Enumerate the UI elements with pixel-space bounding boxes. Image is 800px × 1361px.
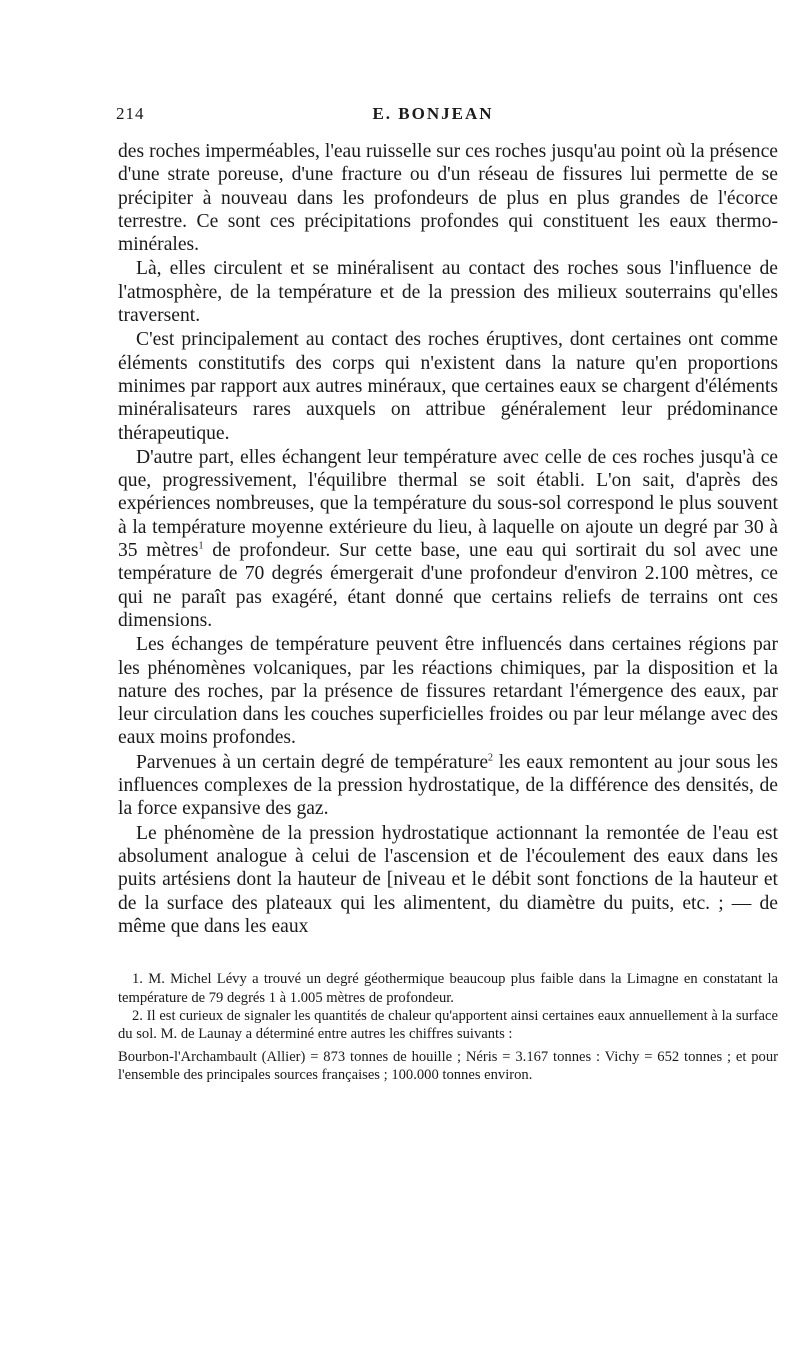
paragraph bbox=[118, 751, 778, 821]
running-head: E. BONJEAN bbox=[372, 104, 494, 123]
paragraph: Le phénomène de la pression hydrostatique actionnant la remontée de l'eau est absolument analogue à celui de l'ascension et de l'écoulement des eaux dans les puits artésiens dont la hauteur de [niveau et le débit sont fonctions de la hauteur et de la surface des plateaux qui les alimentent, du diamètre du puits, etc. ; — de même que dans les eaux bbox=[118, 822, 778, 937]
paragraph-text: D'autre part, elles échangent leur température avec celle de ces roches jusqu'à ce que, progressivement, l'équilibre thermal se soit établi. L'on sait, d'après des expériences nombreuses, que la température du sous-sol correspond le plus souvent à la température moyenne extérieure du lieu, à laquelle on ajoute un degré par 30 à 35 mètres bbox=[118, 446, 778, 562]
book-page bbox=[88, 104, 778, 1085]
paragraph-text: les eaux remontent au jour sous les influences complexes de la pression hydrostatique, de la différence des densités, de la force expansive des gaz. bbox=[118, 751, 778, 820]
paragraph-text: Parvenues à un certain degré de température bbox=[136, 751, 489, 773]
paragraph: des roches imperméables, l'eau ruisselle sur ces roches jusqu'au point où la présence d'une strate poreuse, d'une fracture ou d'un réseau de fissures lui permette de se précipiter à nouveau dans les profondeurs de plus en plus grandes de l'écorce terrestre. Ce sont ces précipitations profondes qui constituent les eaux thermo-minérales. bbox=[118, 141, 778, 256]
paragraph bbox=[118, 446, 778, 632]
footnote-2-continuation: Bourbon-l'Archambault (Allier) = 873 tonnes de houille ; Néris = 3.167 tonnes : Vichy = 652 tonnes ; et pour l'ensemble des principales sources françaises ; 100.000 tonnes environ. bbox=[118, 1048, 778, 1084]
page-header bbox=[88, 104, 778, 140]
paragraph-text: de profondeur. Sur cette base, une eau qui sortirait du sol avec une température de 70 degrés émergerait d'une profondeur d'environ 2.100 mètres, ce qui ne paraît pas exagéré, étant donné que certains reliefs de terrains ont ces dimensions. bbox=[118, 540, 778, 631]
page-number: 214 bbox=[116, 104, 145, 123]
footnote-ref: 1 bbox=[198, 540, 204, 552]
footnote-ref: 2 bbox=[488, 752, 494, 764]
main-text bbox=[118, 140, 778, 938]
footnote-1: 1. M. Michel Lévy a trouvé un degré géothermique beaucoup plus faible dans la Limagne en constatant la température de 79 degrés 1 à 1.005 mètres de profondeur. bbox=[118, 971, 778, 1006]
paragraph: Les échanges de température peuvent être influencés dans certaines régions par les phénomènes volcaniques, par les réactions chimiques, par la disposition et la nature des roches, par la présence de fissures retardant l'émergence des eaux, par leur circulation dans les couches superficielles froides ou par leur mélange avec des eaux moins profondes. bbox=[118, 634, 778, 749]
footnote-2: 2. Il est curieux de signaler les quantités de chaleur qu'apportent ainsi certaines eaux annuellement à la surface du sol. M. de Launay a déterminé entre autres les chiffres suivants : bbox=[118, 1007, 778, 1043]
paragraph: C'est principalement au contact des roches éruptives, dont certaines ont comme éléments constitutifs des corps qui n'existent dans la nature qu'en proportions minimes par rapport aux autres minéraux, que certaines eaux se chargent d'éléments minéralisateurs rares auxquels on attribue généralement leur prédominance thérapeutique. bbox=[118, 329, 778, 444]
paragraph: Là, elles circulent et se minéralisent au contact des roches sous l'influence de l'atmosphère, de la température et de la pression des milieux souterrains qu'elles traversent. bbox=[118, 258, 778, 327]
footnotes bbox=[118, 970, 778, 1084]
